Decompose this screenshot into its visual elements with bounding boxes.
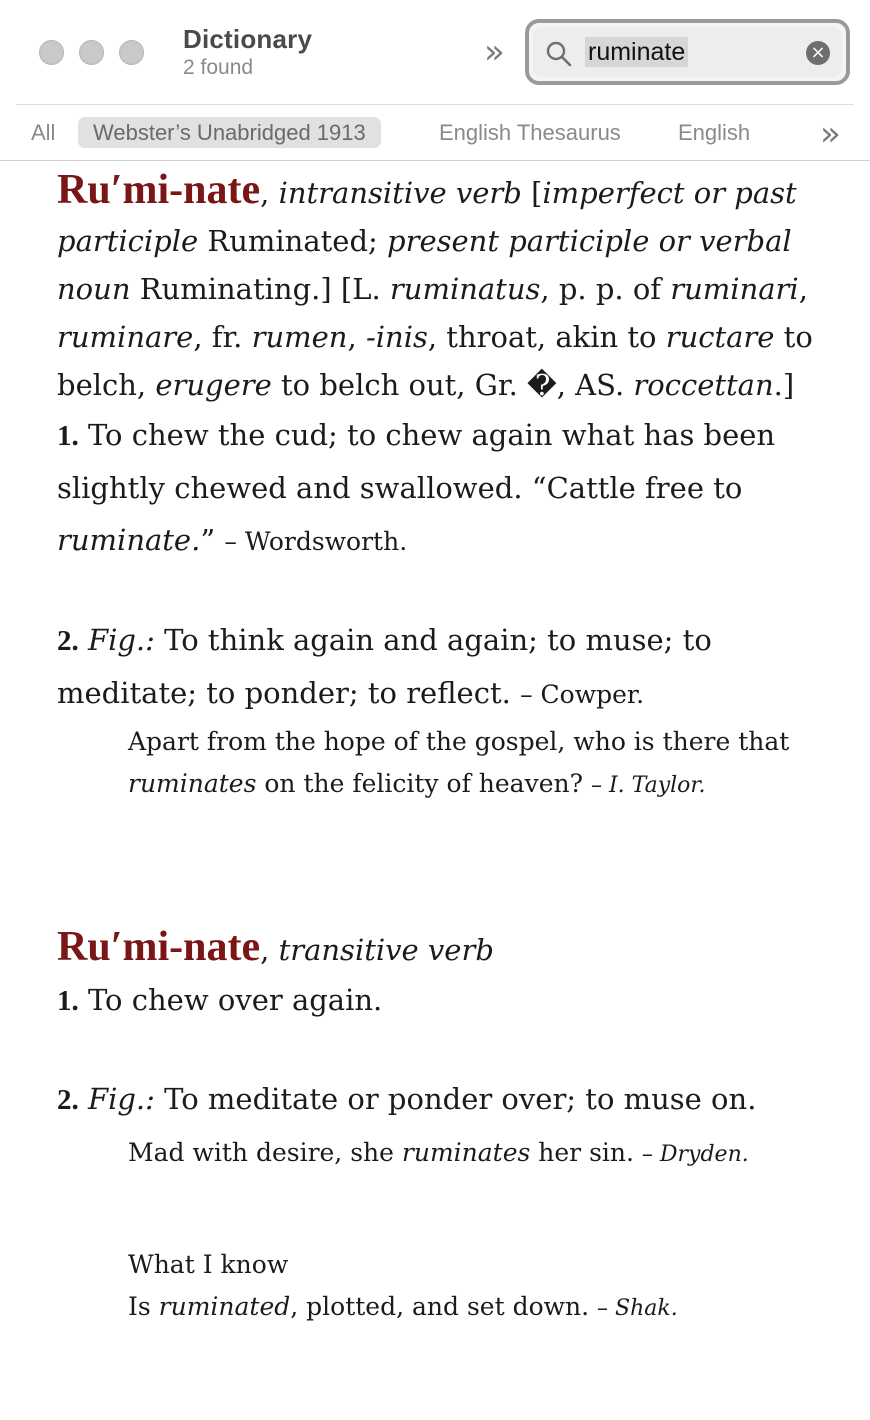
definition-content <box>57 166 847 1330</box>
source-tabs <box>0 105 870 160</box>
entry-intransitive <box>57 166 847 807</box>
attribution: – Cowper. <box>520 680 645 709</box>
minimize-window-button[interactable] <box>79 40 104 65</box>
tabs-overflow-chevron-icon[interactable]: » <box>820 114 841 154</box>
search-icon <box>545 40 573 68</box>
tab-websters-unabridged-1913[interactable]: Webster’s Unabridged 1913 <box>78 117 381 148</box>
sense-1: 1. To chew over again. <box>57 983 383 1017</box>
window-title: Dictionary <box>183 24 313 54</box>
close-window-button[interactable] <box>39 40 64 65</box>
tab-english[interactable]: English <box>678 120 751 145</box>
citation-quote: Apart from the hope of the gospel, who is there that ruminates on the felicity of heaven? – I. Taylor. <box>128 727 790 798</box>
search-input[interactable]: ruminate <box>585 37 688 67</box>
tab-english-thesaurus[interactable]: English Thesaurus <box>439 120 621 145</box>
tabs-divider <box>0 160 870 161</box>
results-count: 2 found <box>183 56 254 79</box>
search-field[interactable] <box>525 19 850 85</box>
citation-quote: What I know Is ruminated, plotted, and set down. – Shak. <box>128 1250 678 1321</box>
part-of-speech: intransitive verb <box>278 176 522 210</box>
sense-1: 1. To chew the cud; to chew again what has been slightly chewed and swallowed. “Cattle free to ruminate.” – Wordsworth. <box>57 418 776 557</box>
citation-quote: Mad with desire, she ruminates her sin. – Dryden. <box>128 1138 749 1167</box>
zoom-window-button[interactable] <box>119 40 144 65</box>
headword: Ru′mi-nate <box>57 924 261 970</box>
entry-headline: Ru′mi-nate, transitive verb <box>57 924 494 970</box>
headword: Ru′mi-nate <box>57 167 261 213</box>
part-of-speech: transitive verb <box>278 933 494 967</box>
title-bar <box>0 0 870 104</box>
toolbar-overflow-chevron-icon[interactable]: » <box>484 32 505 72</box>
sense-2: 2. Fig.: To meditate or ponder over; to muse on. <box>57 1082 757 1116</box>
entry-transitive <box>57 923 847 1330</box>
tab-all[interactable]: All <box>31 120 56 145</box>
clear-search-icon[interactable]: × <box>806 41 830 65</box>
entry-headline: Ru′mi-nate, intransitive verb [imperfect or past participle Ruminated; present participle or verbal noun Ruminating.] [L. ruminatus, p. p. of ruminari, ruminare, fr. rumen, -inis, throat, akin to ructare to belch, erugere to belch out, Gr. �, AS. roccettan.] <box>57 167 813 402</box>
attribution: – Wordsworth. <box>224 527 408 556</box>
sense-2: 2. Fig.: To think again and again; to muse; to meditate; to ponder; to reflect. – Cowper. <box>57 623 712 710</box>
